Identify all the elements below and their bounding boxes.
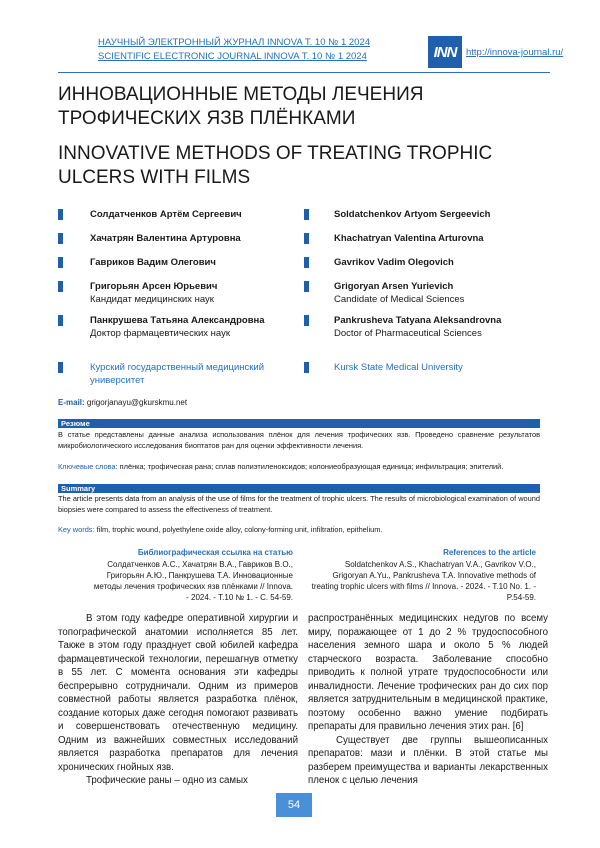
email-line <box>58 398 187 407</box>
journal-title-en[interactable]: SCIENTIFIC ELECTRONIC JOURNAL INNOVA Т. 10 № 1 2024 <box>98 51 367 62</box>
abstract-ru-heading: Резюме <box>58 419 540 428</box>
header-divider <box>58 72 550 73</box>
paragraph: Существует две группы вышеописанных препаратов: мази и плёнки. В этой статье мы разберем преимущества и варианты лекарственных пленок с целью лечения <box>308 734 548 786</box>
paragraph: Трофические раны – одно из самых <box>86 775 248 786</box>
author-ru-4: Григорьян Арсен Юрьевич Кандидат медицинских наук <box>90 281 218 305</box>
email-link[interactable]: grigorjanayu@gkurskmu.net <box>86 398 188 407</box>
journal-title-ru[interactable]: НАУЧНЫЙ ЭЛЕКТРОННЫЙ ЖУРНАЛ INNOVA Т. 10 № 1 2024 <box>98 37 371 48</box>
author-marker <box>304 257 309 268</box>
author-marker <box>304 315 309 326</box>
abstract-en-heading: Summary <box>58 484 540 493</box>
author-marker <box>58 233 63 244</box>
author-degree: Доктор фармацевтических наук <box>90 328 231 339</box>
author-marker <box>58 315 63 326</box>
author-en-4: Grigoryan Arsen Yurievich Candidate of Medical Sciences <box>334 281 465 305</box>
citation-ru-text: Солдатченков А.С., Хачатрян В.А., Гавриков В.О., Григорьян А.Ю., Панкрушева Т.А. Инновационные методы лечения трофических язв плёнками // Innova. - 2024. - Т.10 № 1. - С. 54-59. <box>93 560 293 602</box>
author-marker <box>304 233 309 244</box>
body-column-right <box>308 612 548 788</box>
keywords-ru-label: Ключевые слова: <box>58 462 118 471</box>
author-en-5: Pankrusheva Tatyana Aleksandrovna Doctor of Pharmaceutical Sciences <box>334 315 502 339</box>
author-marker <box>58 281 63 292</box>
author-degree: Кандидат медицинских наук <box>90 294 214 305</box>
author-en-2: Khachatryan Valentina Arturovna <box>334 233 484 244</box>
journal-url-link[interactable]: http://innova-journal.ru/ <box>466 47 564 58</box>
paragraph: распространённых медицинских недугов по всему миру, поражающее от 1 до 2 % трудоспособного населения земного шара и около 5 % людей старческого возраста. Заболевание способно приводить к полной утрате трудоспособности или инвалидности. Лечение трофических ран до сих пор является затруднительным в медицинской практике, поэтому особенно важно умение подбирать препараты для правильно лечения этих ран. [6] <box>308 613 548 732</box>
keywords-ru: Ключевые слова: плёнка; трофическая рана; сплав полиэтиленоксидов; колониеобразующая единица; инфильтрация; эпителий. <box>58 462 504 471</box>
author-marker <box>58 257 63 268</box>
abstract-ru-text: В статье представлены данные анализа использования плёнок для лечения трофических язв. Проведено сравнение результатов микробиологического исследования биоптатов ран для оценки эффективности лечения. <box>58 430 540 450</box>
title-ru: ИННОВАЦИОННЫЕ МЕТОДЫ ЛЕЧЕНИЯ ТРОФИЧЕСКИХ ЯЗВ ПЛЁНКАМИ <box>58 84 424 129</box>
email-label: E-mail: <box>58 398 85 407</box>
author-ru-1: Солдатченков Артём Сергеевич <box>90 209 242 220</box>
author-ru-3: Гавриков Вадим Олегович <box>90 257 216 268</box>
title-en: INNOVATIVE METHODS OF TREATING TROPHIC ULCERS WITH FILMS <box>58 143 493 188</box>
author-en-3: Gavrikov Vadim Olegovich <box>334 257 454 268</box>
author-degree: Candidate of Medical Sciences <box>334 294 465 305</box>
journal-logo: INN <box>428 36 462 68</box>
paragraph: В этом году кафедре оперативной хирургии и топографической анатомии исполняется 85 лет. Также в этом году празднует свой юбилей кафедра фармацевтической технологии, перешагнув отметку в 55 лет. С момента основания эти кафедры беспрерывно сотрудничали. Одним из примеров совместной работы является разработка плёнок, создание которых даже сегодня помогают развивать и совершенствовать отечественную медицину. Одним из важнейших совместных исследований является разработка препаратов для лечения хронических гнойных язв. <box>58 613 298 773</box>
affiliation-marker <box>58 362 63 373</box>
journal-header <box>98 36 370 64</box>
affiliation-en: Kursk State Medical University <box>334 362 463 373</box>
citation-en-heading: References to the article <box>443 548 536 557</box>
author-degree: Doctor of Pharmaceutical Sciences <box>334 328 482 339</box>
citation-ru-heading: Библиографическая ссылка на статью <box>137 548 293 557</box>
keywords-en-label: Key words: <box>58 525 95 534</box>
author-marker <box>304 209 309 220</box>
keywords-en: Key words: film, trophic wound, polyethylene oxide alloy, colony-forming unit, infiltration, epithelium. <box>58 525 383 534</box>
abstract-en-text: The article presents data from an analysis of the use of films for the treatment of trophic ulcers. The results of microbiological examination of wound biopsies were compared to assess the effectiveness of treatment. <box>58 494 540 514</box>
author-ru-5: Панкрушева Татьяна Александровна Доктор фармацевтических наук <box>90 315 265 339</box>
author-en-1: Soldatchenkov Artyom Sergeevich <box>334 209 491 220</box>
citation-en-text: Soldatchenkov A.S., Khachatryan V.A., Gavrikov V.O., Grigoryan A.Yu., Pankrusheva T.A. Innovative methods of treating trophic ulcers with films // Innova. - 2024. - T.10 No. 1. - P.54-59. <box>311 560 536 602</box>
page-number: 54 <box>276 793 312 817</box>
author-marker <box>304 281 309 292</box>
affiliation-marker <box>304 362 309 373</box>
author-ru-2: Хачатрян Валентина Артуровна <box>90 233 241 244</box>
body-column-left <box>58 612 298 788</box>
author-marker <box>58 209 63 220</box>
affiliation-ru: Курский государственный медицинский университет <box>90 362 265 386</box>
